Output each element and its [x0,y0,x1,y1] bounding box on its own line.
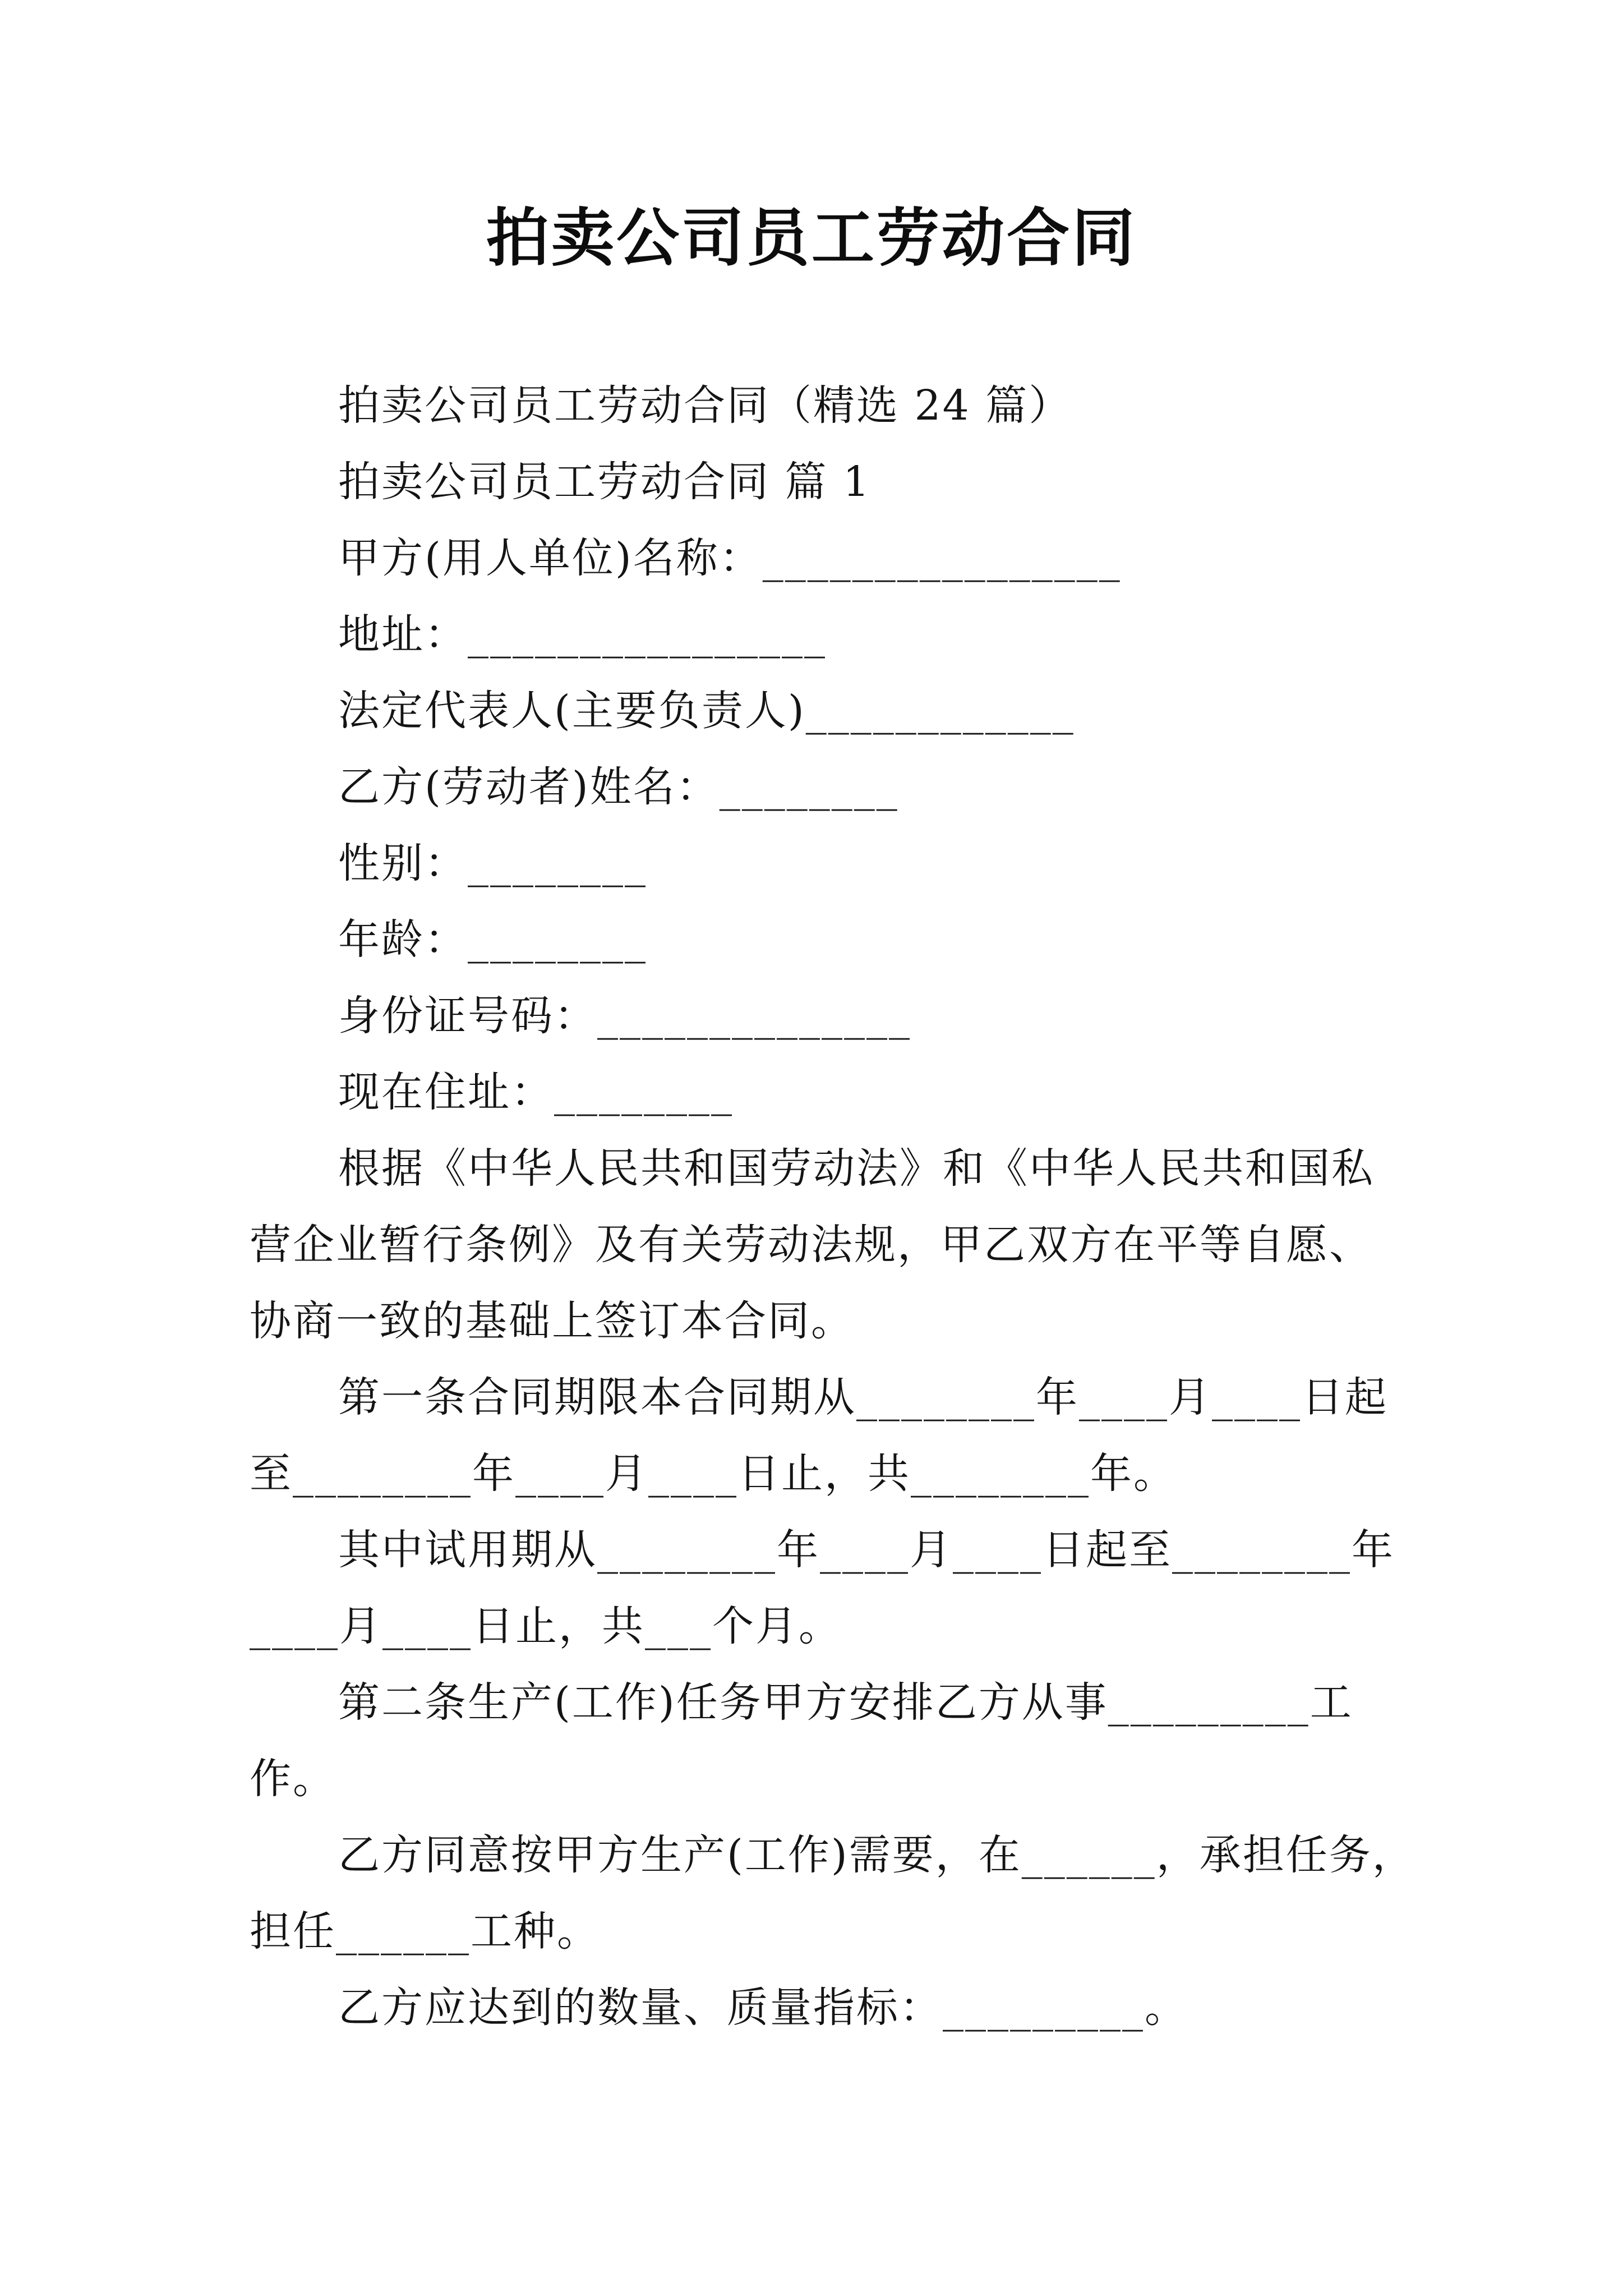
document-title: 拍卖公司员工劳动合同 [486,201,1137,275]
basis-paragraph-line: 协商一致的基础上签订本合同。 [250,1297,854,1345]
basis-paragraph-line: 营企业暂行条例》及有关劳动法规，甲乙双方在平等自愿、 [250,1221,1372,1269]
legal-representative-line: 法定代表人(主要负责人)____________ [338,687,1075,735]
assignment-line: 担任______工种。 [250,1907,600,1955]
party-a-name-line: 甲方(用人单位)名称：________________ [338,534,1122,582]
id-number-line: 身份证号码：______________ [338,992,911,1040]
document-body [250,367,1415,2046]
article-one-line: 至________年____月____日止，共________年。 [250,1450,1177,1498]
gender-line: 性别：________ [338,839,647,887]
assignment-line: 乙方同意按甲方生产(工作)需要，在______，承担任务， [338,1831,1415,1879]
quality-indicator-line: 乙方应达到的数量、质量指标：_________。 [338,1984,1188,2032]
probation-line: ____月____日止，共___个月。 [250,1602,842,1650]
article-one-line: 第一条合同期限本合同期从________年____月____日起 [338,1373,1388,1421]
basis-paragraph-line: 根据《中华人民共和国劳动法》和《中华人民共和国私 [338,1144,1375,1193]
age-line: 年龄：________ [338,915,647,964]
article-two-line: 第二条生产(工作)任务甲方安排乙方从事_________工 [338,1678,1353,1727]
article-two-line: 作。 [250,1755,336,1803]
party-b-name-line: 乙方(劳动者)姓名：________ [338,763,899,811]
address-line: 地址：________________ [338,610,827,659]
probation-line: 其中试用期从________年____月____日起至________年 [338,1526,1395,1574]
section-heading: 拍卖公司员工劳动合同 篇 1 [338,458,872,506]
current-address-line: 现在住址：________ [338,1068,734,1116]
subtitle-line: 拍卖公司员工劳动合同（精选 24 篇） [338,381,1072,430]
